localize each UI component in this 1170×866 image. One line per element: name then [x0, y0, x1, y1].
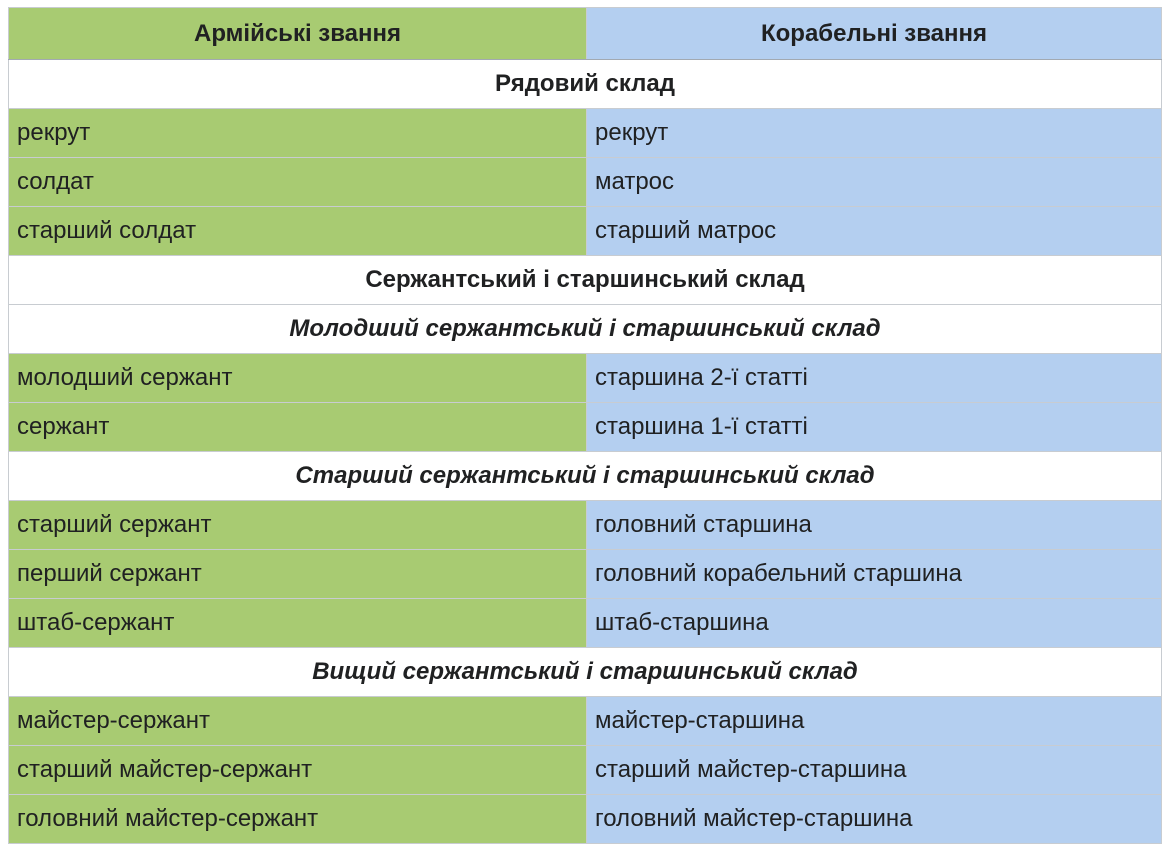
subgroup-heading: Старший сержантський і старшинський склад: [9, 452, 1162, 501]
army-rank-cell: молодший сержант: [9, 354, 587, 403]
table-row: [9, 501, 1162, 550]
table-row: [9, 599, 1162, 648]
army-ranks-header: Армійські звання: [9, 8, 587, 60]
table-row: [9, 746, 1162, 795]
ship-rank-cell: матрос: [587, 158, 1162, 207]
army-rank-cell: головний майстер-сержант: [9, 795, 587, 844]
ranks-comparison-table: [8, 7, 1162, 844]
army-rank-cell: старший майстер-сержант: [9, 746, 587, 795]
table-row: [9, 550, 1162, 599]
ship-rank-cell: старший майстер-старшина: [587, 746, 1162, 795]
ship-rank-cell: рекрут: [587, 109, 1162, 158]
army-rank-cell: перший сержант: [9, 550, 587, 599]
group-heading: Рядовий склад: [9, 60, 1162, 109]
army-rank-cell: старший сержант: [9, 501, 587, 550]
ship-rank-cell: головний корабельний старшина: [587, 550, 1162, 599]
subgroup-row-top: [9, 648, 1162, 697]
table-row: [9, 403, 1162, 452]
army-rank-cell: солдат: [9, 158, 587, 207]
table-row: [9, 207, 1162, 256]
army-rank-cell: сержант: [9, 403, 587, 452]
ship-rank-cell: старшина 2-ї статті: [587, 354, 1162, 403]
ship-rank-cell: майстер-старшина: [587, 697, 1162, 746]
ship-ranks-header: Корабельні звання: [587, 8, 1162, 60]
subgroup-heading: Вищий сержантський і старшинський склад: [9, 648, 1162, 697]
group-row-enlisted: [9, 60, 1162, 109]
table-row: [9, 158, 1162, 207]
table-row: [9, 109, 1162, 158]
ranks-table-container: [8, 7, 1161, 844]
army-rank-cell: майстер-сержант: [9, 697, 587, 746]
group-heading: Сержантський і старшинський склад: [9, 256, 1162, 305]
ship-rank-cell: штаб-старшина: [587, 599, 1162, 648]
army-rank-cell: штаб-сержант: [9, 599, 587, 648]
table-row: [9, 354, 1162, 403]
subgroup-row-senior: [9, 452, 1162, 501]
table-row: [9, 795, 1162, 844]
army-rank-cell: старший солдат: [9, 207, 587, 256]
subgroup-heading: Молодший сержантський і старшинський склад: [9, 305, 1162, 354]
army-rank-cell: рекрут: [9, 109, 587, 158]
table-row: [9, 697, 1162, 746]
ship-rank-cell: старший матрос: [587, 207, 1162, 256]
table-header-row: [9, 8, 1162, 60]
group-row-nco: [9, 256, 1162, 305]
ship-rank-cell: головний майстер-старшина: [587, 795, 1162, 844]
ship-rank-cell: головний старшина: [587, 501, 1162, 550]
subgroup-row-junior: [9, 305, 1162, 354]
ship-rank-cell: старшина 1-ї статті: [587, 403, 1162, 452]
